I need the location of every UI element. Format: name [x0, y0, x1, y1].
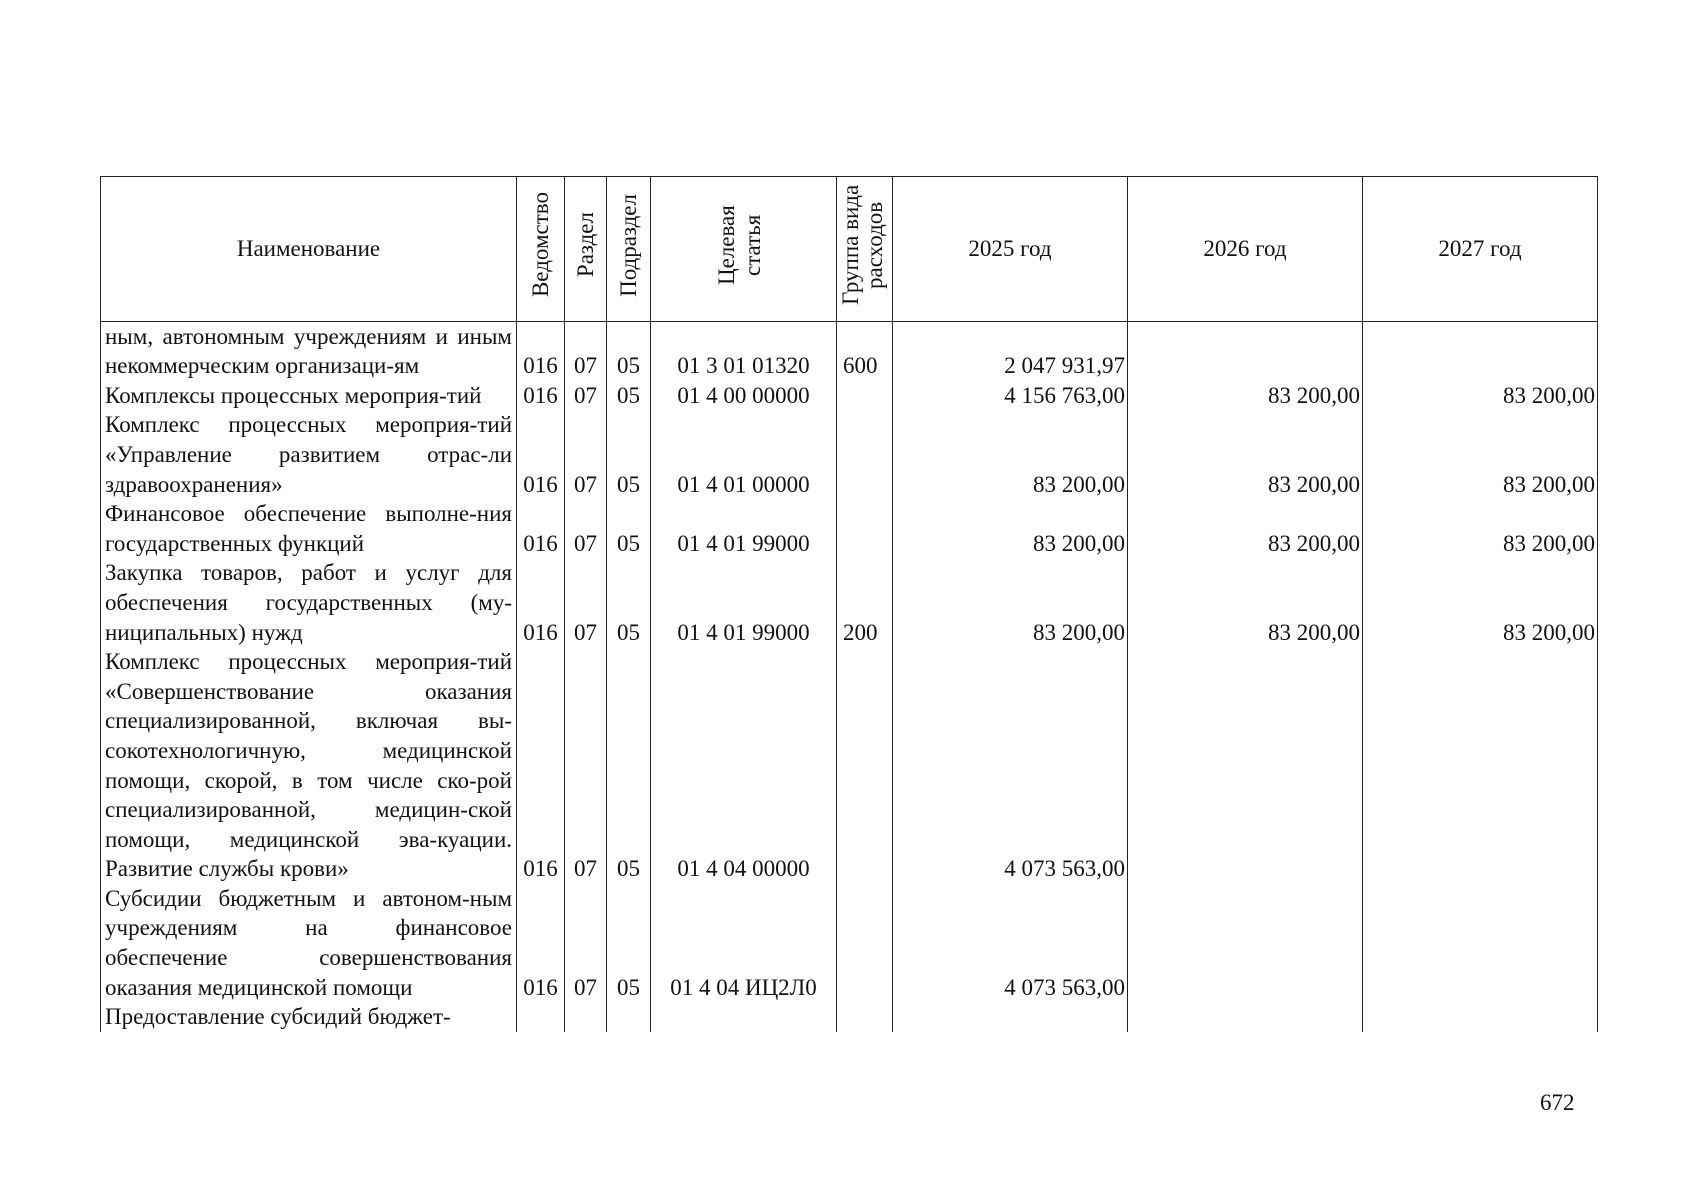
- header-vedomstvo: [517, 177, 565, 322]
- header-podrazdel: [607, 177, 651, 322]
- header-target-label: Целевая статья: [713, 205, 765, 285]
- row-group: [837, 884, 893, 1002]
- table-header-row: [101, 177, 1598, 322]
- row-group: [837, 647, 893, 884]
- row-target: 01 4 04 ИЦ2Л0: [651, 884, 837, 1002]
- row-vedomstvo: 016: [517, 884, 565, 1002]
- row-2027: [1363, 1002, 1598, 1032]
- row-2025: 4 073 563,00: [893, 647, 1128, 884]
- row-2026: [1128, 1002, 1363, 1032]
- row-vedomstvo: 016: [517, 410, 565, 499]
- row-podrazdel: 05: [607, 647, 651, 884]
- row-vedomstvo: 016: [517, 558, 565, 647]
- row-vedomstvo: 016: [517, 321, 565, 381]
- row-podrazdel: 05: [607, 884, 651, 1002]
- row-2026: 83 200,00: [1128, 499, 1363, 558]
- row-podrazdel: 05: [607, 558, 651, 647]
- row-name: Закупка товаров, работ и услуг для обеспечения государственных (му-ниципальных) нужд: [101, 558, 517, 647]
- row-razdel: 07: [565, 321, 607, 381]
- row-target: 01 4 04 00000: [651, 647, 837, 884]
- header-target: [651, 177, 837, 322]
- row-2027: 83 200,00: [1363, 558, 1598, 647]
- table-row: [101, 558, 1598, 647]
- row-2027: [1363, 321, 1598, 381]
- row-name: ным, автономным учреждениям и иным некоммерческим организаци-ям: [101, 321, 517, 381]
- row-group: [837, 410, 893, 499]
- row-vedomstvo: 016: [517, 647, 565, 884]
- row-vedomstvo: 016: [517, 499, 565, 558]
- row-podrazdel: [607, 1002, 651, 1032]
- row-target: 01 3 01 01320: [651, 321, 837, 381]
- row-name: Комплекс процессных мероприя-тий «Управление развитием отрас-ли здравоохранения»: [101, 410, 517, 499]
- row-vedomstvo: [517, 1002, 565, 1032]
- row-2026: 83 200,00: [1128, 558, 1363, 647]
- row-2025: [893, 1002, 1128, 1032]
- header-razdel: [565, 177, 607, 322]
- row-target: 01 4 00 00000: [651, 381, 837, 411]
- row-target: 01 4 01 99000: [651, 499, 837, 558]
- row-target: [651, 1002, 837, 1032]
- row-razdel: 07: [565, 647, 607, 884]
- header-vedomstvo-label: Ведомство: [527, 192, 553, 298]
- row-razdel: 07: [565, 558, 607, 647]
- row-2026: [1128, 884, 1363, 1002]
- row-2027: [1363, 884, 1598, 1002]
- row-razdel: 07: [565, 499, 607, 558]
- header-razdel-label: Раздел: [572, 212, 598, 278]
- row-2027: [1363, 647, 1598, 884]
- row-podrazdel: 05: [607, 381, 651, 411]
- row-group: [837, 499, 893, 558]
- row-razdel: [565, 1002, 607, 1032]
- row-razdel: 07: [565, 410, 607, 499]
- row-2025: 83 200,00: [893, 410, 1128, 499]
- header-group: [837, 177, 893, 322]
- row-2025: 83 200,00: [893, 499, 1128, 558]
- row-2026: [1128, 647, 1363, 884]
- table-body: [101, 321, 1598, 1032]
- row-2025: 4 156 763,00: [893, 381, 1128, 411]
- row-group: 200: [837, 558, 893, 647]
- table-row: [101, 410, 1598, 499]
- row-vedomstvo: 016: [517, 381, 565, 411]
- row-2026: 83 200,00: [1128, 410, 1363, 499]
- header-group-label: Группа вида расходов: [837, 184, 887, 306]
- row-2027: 83 200,00: [1363, 499, 1598, 558]
- header-2025: 2025 год: [893, 177, 1128, 322]
- table-row: [101, 1002, 1598, 1032]
- row-name: Субсидии бюджетным и автоном-ным учреждениям на финансовое обеспечение совершенствования оказания медицинской помощи: [101, 884, 517, 1002]
- budget-table: [100, 176, 1598, 1032]
- row-group: [837, 1002, 893, 1032]
- row-razdel: 07: [565, 884, 607, 1002]
- table-row: [101, 321, 1598, 381]
- row-2025: 83 200,00: [893, 558, 1128, 647]
- row-2027: 83 200,00: [1363, 410, 1598, 499]
- row-name: Комплексы процессных мероприя-тий: [101, 381, 517, 411]
- page-number: 672: [1540, 1090, 1575, 1115]
- row-target: 01 4 01 00000: [651, 410, 837, 499]
- row-2026: [1128, 321, 1363, 381]
- row-target: 01 4 01 99000: [651, 558, 837, 647]
- row-podrazdel: 05: [607, 321, 651, 381]
- header-2027: 2027 год: [1363, 177, 1598, 322]
- row-podrazdel: 05: [607, 410, 651, 499]
- header-2026: 2026 год: [1128, 177, 1363, 322]
- row-2027: 83 200,00: [1363, 381, 1598, 411]
- row-2026: 83 200,00: [1128, 381, 1363, 411]
- row-name: Финансовое обеспечение выполне-ния государственных функций: [101, 499, 517, 558]
- row-name: Комплекс процессных мероприя-тий «Совершенствование оказания специализированной, включая вы-сокотехнологичную, медицинской помощи, скорой, в том числе ско-рой специализированной, медицин-ской помощи, медицинской эва-куации. Развитие службы крови»: [101, 647, 517, 884]
- table-row: [101, 647, 1598, 884]
- row-group: [837, 381, 893, 411]
- row-razdel: 07: [565, 381, 607, 411]
- row-podrazdel: 05: [607, 499, 651, 558]
- row-name: Предоставление субсидий бюджет-: [101, 1002, 517, 1032]
- table-row: [101, 381, 1598, 411]
- table-row: [101, 499, 1598, 558]
- header-name: Наименование: [101, 177, 517, 322]
- table-row: [101, 884, 1598, 1002]
- row-2025: 4 073 563,00: [893, 884, 1128, 1002]
- row-group: 600: [837, 321, 893, 381]
- row-2025: 2 047 931,97: [893, 321, 1128, 381]
- header-podrazdel-label: Подраздел: [615, 193, 641, 297]
